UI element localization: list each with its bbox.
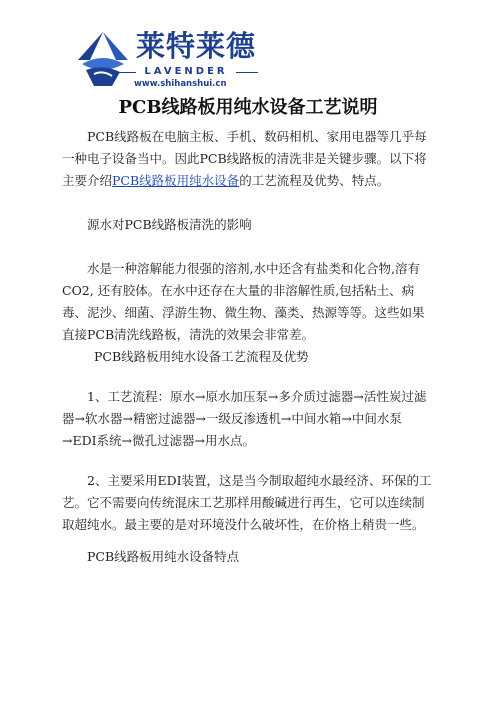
logo-right-rule xyxy=(236,72,258,73)
logo-left-rule xyxy=(118,72,136,73)
section-heading-source-water: 源水对PCB线路板清洗的影响 xyxy=(87,217,252,232)
logo-english-row xyxy=(118,66,258,78)
pcb-pure-water-equipment-link[interactable]: PCB线路板用纯水设备 xyxy=(112,173,240,188)
logo-chinese-name: 莱特莱德 xyxy=(136,29,257,63)
water-drop-logo-icon xyxy=(72,30,134,88)
logo-english-name: LAVENDER xyxy=(144,66,228,77)
process-flow-paragraph: 1、工艺流程：原水→原水加压泵→多介质过滤器→活性炭过滤器→软水器→精密过滤器→一级反渗透机→中间水箱→中间水泵 xyxy=(62,389,427,426)
section-heading-process: PCB线路板用纯水设备工艺流程及优势 xyxy=(94,349,309,364)
document-header xyxy=(0,0,496,96)
logo-url: www.shihanshui.cn xyxy=(134,79,227,89)
intro-paragraph xyxy=(62,126,436,192)
intro-text-after-link: 的工艺流程及优势、特点。 xyxy=(239,173,390,188)
edi-advantage-paragraph: 2、主要采用EDI装置，这是当今制取超纯水最经济、环保的工艺。它不需要向传统混床工艺那样用酸碱进行再生，它可以连续制取超纯水。最主要的是对环境没什么破坏性，在价格上稍贵一些。 xyxy=(62,473,432,532)
section-heading-features: PCB线路板用纯水设备特点 xyxy=(87,549,240,564)
intro-text-before-link: PCB线路板在电脑主板、手机、数码相机、家用电器等几乎每一种电子设备当中。因此PCB线路板的清洗非是关键步骤。以下将主要介绍 xyxy=(62,129,427,188)
source-water-paragraph: 水是一种溶解能力很强的溶剂,水中还含有盐类和化合物,溶有CO2, 还有胶体。在水中还存在大量的非溶解性质,包括粘土、病毒、泥沙、细菌、浮游生物、微生物、藻类、热源等等。这些如果直接PCB清洗线路板，清洗的效果会非常差。 xyxy=(62,261,425,342)
process-flow-continuation: →EDI系统→微孔过滤器→用水点。 xyxy=(62,433,256,448)
document-title: PCB线路板用纯水设备工艺说明 xyxy=(118,97,378,118)
